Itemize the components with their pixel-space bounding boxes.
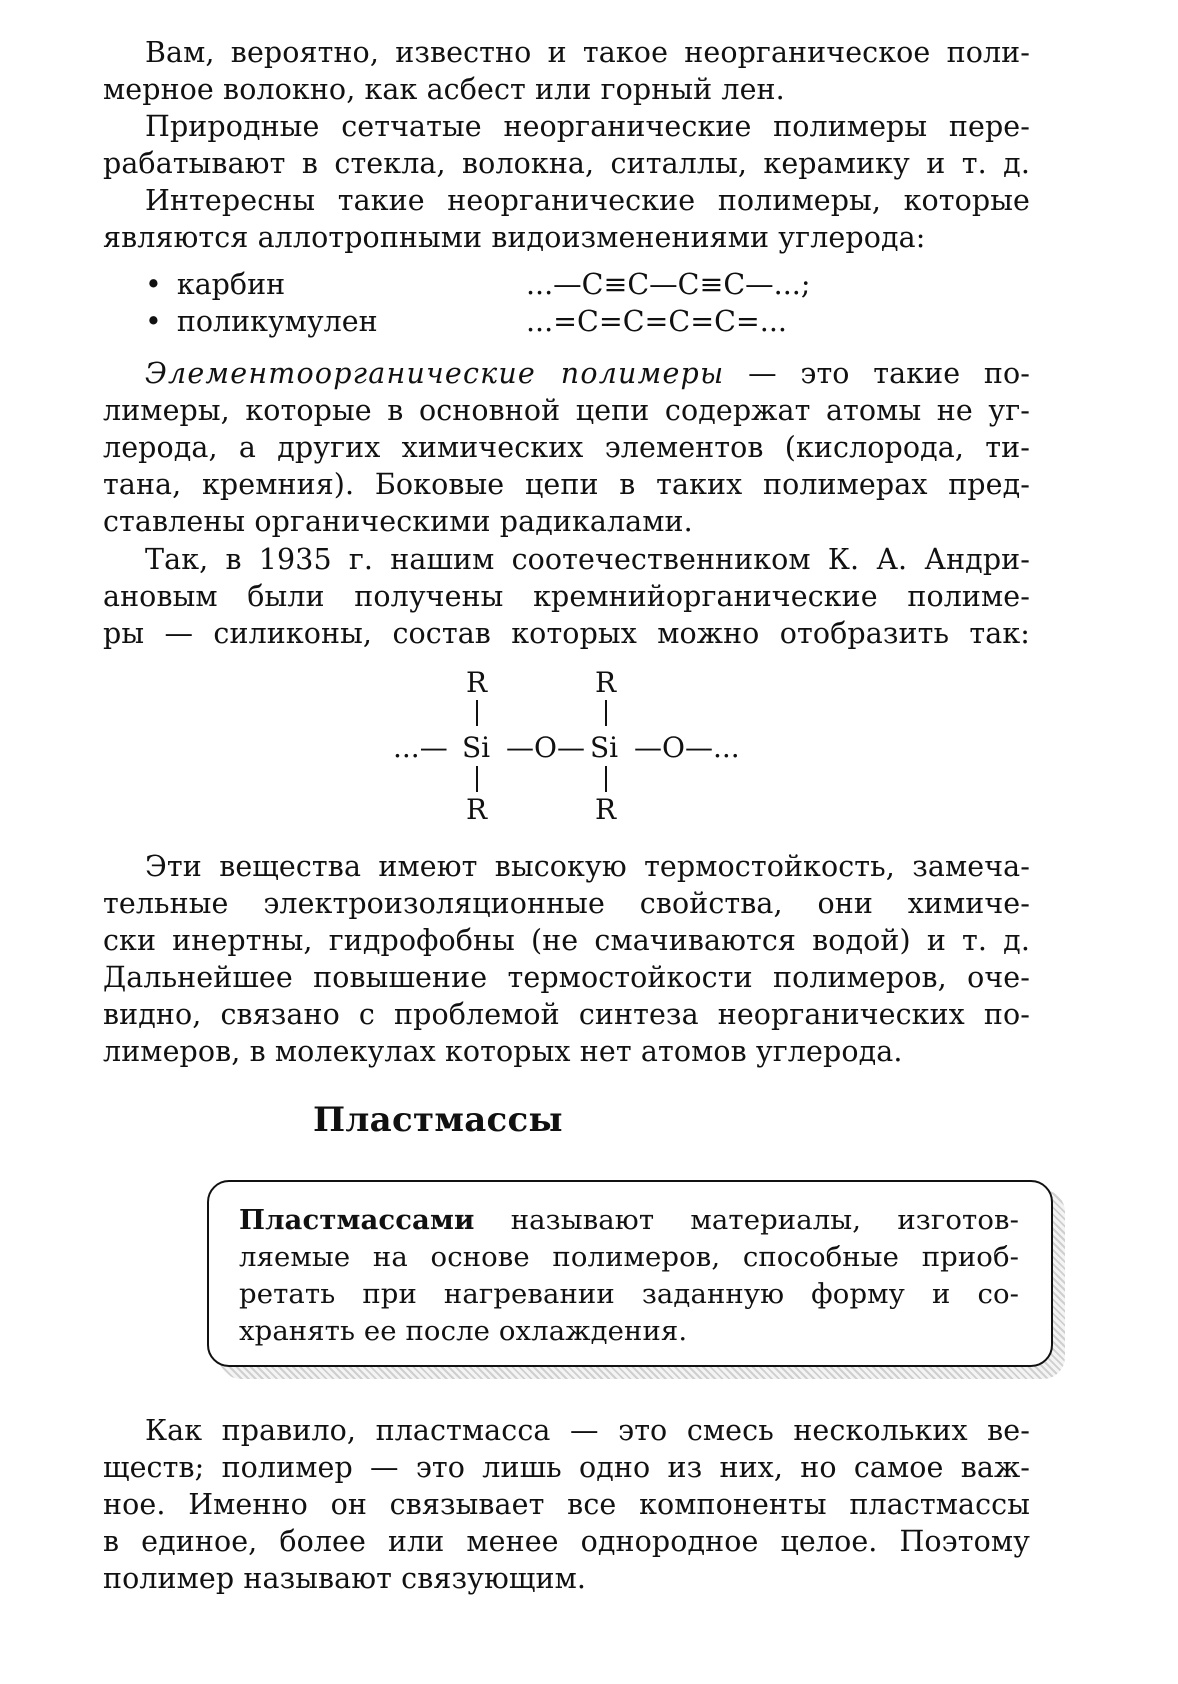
definition-box (207, 1180, 1053, 1367)
definition-continuation: называют материалы, изготов- (474, 1204, 1019, 1236)
paragraph-interesting-line-2: являются аллотропными видоизменениями углерода: (103, 221, 926, 254)
paragraph-elementorganic-line-1 (145, 356, 1030, 392)
paragraph-mixture-line-3: ное. Именно он связывает все компоненты пластмассы (103, 1488, 1030, 1521)
paragraph-andrianov-line-3: ры — силиконы, состав которых можно отобразить так: (103, 617, 1030, 650)
silicon-atom-2: Si (590, 731, 619, 764)
paragraph-properties-line-4: Дальнейшее повышение термостойкости полимеров, оче- (103, 961, 1030, 994)
definition-line-2: ляемые на основе полимеров, способные приоб- (239, 1241, 1019, 1273)
paragraph-properties-line-6: лимеров, в молекулах которых нет атомов углерода. (103, 1035, 903, 1068)
paragraph-mixture-line-2: ществ; полимер — это лишь одно из них, но самое важ- (103, 1451, 1030, 1484)
paragraph-elementorganic-line-3: лерода, а других химических элементов (кислорода, ти- (103, 431, 1030, 464)
paragraph-properties-line-1: Эти вещества имеют высокую термостойкость, замеча- (145, 850, 1030, 883)
paragraph-mixture-line-4: в единое, более или менее однородное целое. Поэтому (103, 1525, 1030, 1558)
allotrope-formula-carbyne: ...—C≡C—C≡C—...; (526, 268, 811, 301)
chain-end: —O—... (634, 731, 740, 764)
paragraph-andrianov-line-2: ановым были получены кремнийорганические полиме- (103, 580, 1030, 613)
section-heading-plastics: Пластмассы (313, 1100, 563, 1140)
paragraph-interesting-line-1: Интересны такие неорганические полимеры, которые (145, 184, 1030, 217)
bond-vertical-top-2 (605, 700, 607, 726)
allotrope-name: карбин (176, 268, 286, 301)
allotrope-name: поликумулен (176, 305, 378, 338)
paragraph-properties-line-2: тельные электроизоляционные свойства, они химиче- (103, 887, 1030, 920)
bullet: • (145, 305, 162, 338)
bond-vertical-bottom-1 (476, 766, 478, 792)
bond-vertical-top-1 (476, 700, 478, 726)
definition-line-4: хранять ее после охлаждения. (239, 1315, 688, 1347)
paragraph-andrianov-line-1: Так, в 1935 г. нашим соотечественником К. А. Андри- (145, 543, 1030, 576)
paragraph-intro-line-2: мерное волокно, как асбест или горный лен. (103, 73, 785, 106)
allotrope-formula-polycumulene: ...=C=C=C=C=... (526, 305, 787, 338)
allotrope-item-polycumulene (145, 304, 378, 340)
radical-r-top-1: R (466, 666, 488, 699)
paragraph-intro-line-1: Вам, вероятно, известно и такое неорганическое поли- (145, 36, 1030, 69)
allotrope-item-carbyne (145, 267, 285, 303)
paragraph-elementorganic-line-5: ставлены органическими радикалами. (103, 505, 693, 538)
paragraph-mixture-line-5: полимер называют связующим. (103, 1562, 587, 1595)
bullet: • (145, 268, 162, 301)
term-plastics: Пластмассами (239, 1204, 475, 1236)
radical-r-bottom-2: R (595, 793, 617, 826)
term-continuation: — это такие по- (724, 357, 1030, 390)
paragraph-properties-line-5: видно, связано с проблемой синтеза неорганических по- (103, 998, 1030, 1031)
paragraph-natural-line-2: рабатывают в стекла, волокна, ситаллы, керамику и т. д. (103, 147, 1030, 180)
bond-vertical-bottom-2 (605, 766, 607, 792)
oxygen-link: —O— (506, 731, 585, 764)
paragraph-properties-line-3: ски инертны, гидрофобны (не смачиваются водой) и т. д. (103, 924, 1030, 957)
radical-r-top-2: R (595, 666, 617, 699)
silicon-atom-1: Si (462, 731, 491, 764)
paragraph-elementorganic-line-4: тана, кремния). Боковые цепи в таких полимерах пред- (103, 468, 1030, 501)
radical-r-bottom-1: R (466, 793, 488, 826)
definition-line-3: ретать при нагревании заданную форму и со- (239, 1278, 1019, 1310)
paragraph-mixture-line-1: Как правило, пластмасса — это смесь нескольких ве- (145, 1414, 1030, 1447)
definition-line-1 (239, 1202, 1019, 1238)
term-elementorganic: Элементоорганические полимеры (145, 357, 725, 390)
paragraph-natural-line-1: Природные сетчатые неорганические полимеры пере- (145, 110, 1030, 143)
chain-start: ...— (393, 731, 448, 764)
paragraph-elementorganic-line-2: лимеры, которые в основной цепи содержат атомы не уг- (103, 394, 1030, 427)
